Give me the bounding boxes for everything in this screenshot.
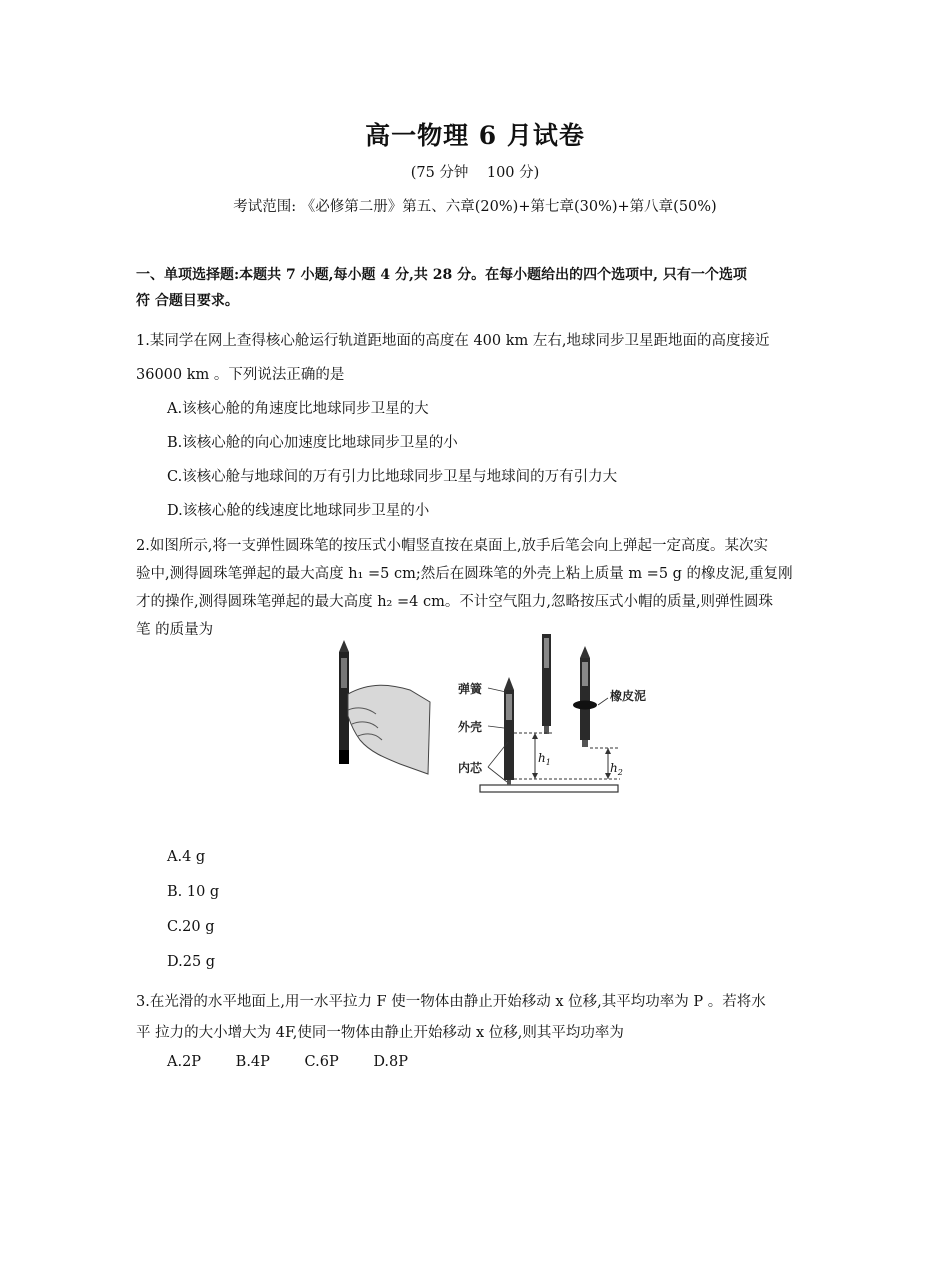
section-heading-line2: 符 合题目要求。	[136, 293, 239, 309]
label-h1: $h_1$	[538, 751, 551, 767]
q1-stem-line1: 1.某同学在网上查得核心舱运行轨道距地面的高度在 400 km 左右,地球同步卫星距地面的高度接近	[136, 333, 770, 349]
pen-raised-h1	[542, 634, 551, 734]
q3-stem-line2: 平 拉力的大小增大为 4F,使同一物体由静止开始移动 x 位移,则其平均功率为	[136, 1025, 624, 1041]
q2-stem-line1: 2.如图所示,将一支弹性圆珠笔的按压式小帽竖直按在桌面上,放手后笔会向上弹起一定高度。某次实	[136, 538, 769, 554]
q1-option-c: C.该核心舱与地球间的万有引力比地球同步卫星与地球间的万有引力大	[167, 469, 618, 485]
q2-stem-line3: 才的操作,测得圆珠笔弹起的最大高度 h₂ =4 cm。不计空气阻力,忽略按压式小帽的质量,则弹性圆珠	[136, 594, 774, 610]
label-clay: 橡皮泥	[610, 689, 647, 703]
q2-stem-line4: 笔 的质量为	[136, 622, 214, 638]
table-surface	[480, 785, 618, 792]
q3-option-b: B.4P	[235, 1054, 270, 1070]
q1-option-d: D.该核心舱的线速度比地球同步卫星的小	[167, 503, 430, 519]
page-title: 高一物理 6 月试卷	[365, 121, 585, 150]
exam-duration-score: (75 分钟 100 分)	[410, 165, 540, 181]
q2-option-a: A.4 g	[167, 849, 206, 865]
q1-stem-line2: 36000 km 。下列说法正确的是	[136, 367, 345, 383]
section-heading	[136, 262, 816, 314]
q2-stem-line2: 验中,测得圆珠笔弹起的最大高度 h₁ =5 cm;然后在圆珠笔的外壳上粘上质量 m =5 g 的橡皮泥,重复刚	[136, 566, 793, 582]
q1-option-b: B.该核心舱的向心加速度比地球同步卫星的小	[167, 435, 458, 451]
label-shell: 外壳	[458, 720, 483, 734]
q3-option-d: D.8P	[373, 1054, 409, 1070]
exam-range: 考试范围: 《必修第二册》第五、六章(20%)+第七章(30%)+第八章(50%)	[233, 199, 717, 215]
q3-options	[167, 1054, 438, 1070]
q3-option-a: A.2P	[167, 1054, 202, 1070]
pen-on-table	[504, 677, 514, 785]
q2-option-d: D.25 g	[167, 954, 216, 970]
pen-experiment-figure	[330, 632, 660, 800]
label-h2: $h_2$	[610, 761, 623, 777]
label-core: 内芯	[458, 761, 483, 775]
q3-option-c: C.6P	[304, 1054, 339, 1070]
q2-option-b: B. 10 g	[167, 884, 220, 900]
q3-stem-line1: 3.在光滑的水平地面上,用一水平拉力 F 使一物体由静止开始移动 x 位移,其平均功率为 P 。若将水	[136, 994, 766, 1010]
q1-option-a: A.该核心舱的角速度比地球同步卫星的大	[167, 401, 429, 417]
pen-with-clay-h2	[573, 646, 597, 747]
section-heading-line1: 一、单项选择题:本题共 7 小题,每小题 4 分,共 28 分。在每小题给出的四个选项中, 只有一个选项	[136, 267, 747, 283]
label-spring: 弹簧	[458, 682, 483, 696]
hand-pen-illustration	[339, 640, 430, 774]
q2-option-c: C.20 g	[167, 919, 215, 935]
